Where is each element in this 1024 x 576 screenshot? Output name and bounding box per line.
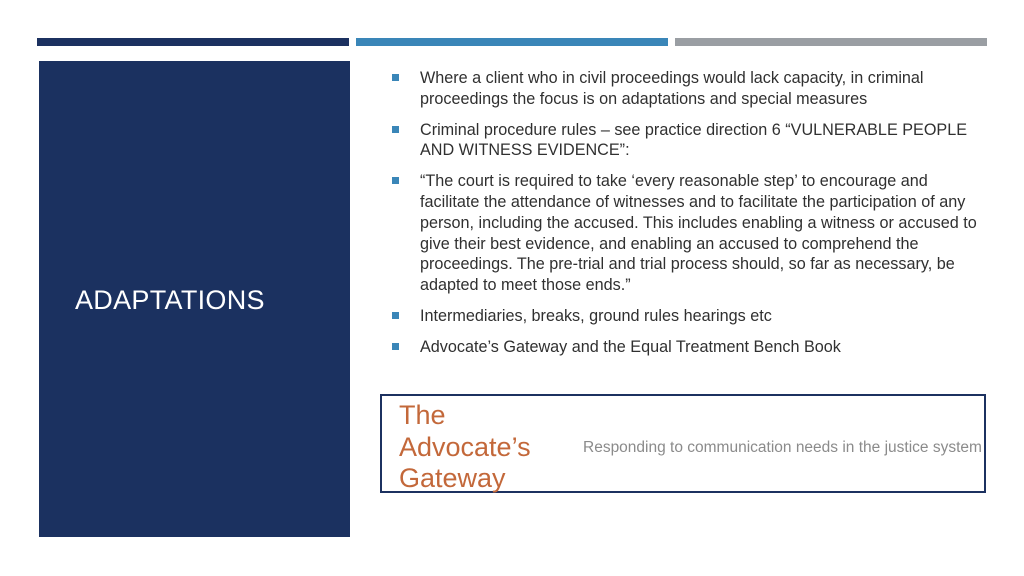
top-accent-bar-navy	[37, 38, 349, 46]
top-accent-bar-gray	[675, 38, 987, 46]
top-accent-bar-blue	[356, 38, 668, 46]
logo-line: Gateway	[399, 463, 506, 493]
bullet-text: Where a client who in civil proceedings would lack capacity, in criminal proceedings the focus is on adaptations and special measures	[420, 69, 924, 108]
square-bullet-icon	[392, 177, 399, 184]
bullet-item	[390, 306, 990, 327]
logo-line: The	[399, 400, 446, 430]
bullet-item	[390, 120, 990, 162]
square-bullet-icon	[392, 312, 399, 319]
logo-line: Advocate’s	[399, 431, 531, 462]
bullet-item	[390, 68, 990, 110]
advocates-gateway-logo	[399, 400, 531, 495]
bullet-text: Intermediaries, breaks, ground rules hearings etc	[420, 306, 772, 325]
square-bullet-icon	[392, 343, 399, 350]
bullet-item	[390, 171, 990, 296]
title-panel	[39, 61, 350, 537]
bullet-item	[390, 337, 990, 358]
bullet-text: “The court is required to take ‘every reasonable step’ to encourage and facilitate the attendance of witnesses and to facilitate the participation of any person, including the accused. This includes enabling a witness or accused to give their best evidence, and enabling an accused to comprehend the proceedings. The pre-trial and trial process should, so far as necessary, be adapted to meet those ends.”	[420, 172, 977, 295]
bullet-text: Criminal procedure rules – see practice direction 6 “VULNERABLE PEOPLE AND WITNESS EVIDENCE”:	[420, 120, 968, 160]
bullet-list	[390, 68, 990, 368]
gateway-tagline: Responding to communication needs in the justice system	[583, 439, 982, 456]
bullet-text: Advocate’s Gateway and the Equal Treatment Bench Book	[420, 337, 841, 356]
advocates-gateway-banner	[380, 394, 986, 493]
square-bullet-icon	[392, 126, 399, 133]
slide-title: ADAPTATIONS	[75, 285, 265, 315]
square-bullet-icon	[392, 74, 399, 81]
